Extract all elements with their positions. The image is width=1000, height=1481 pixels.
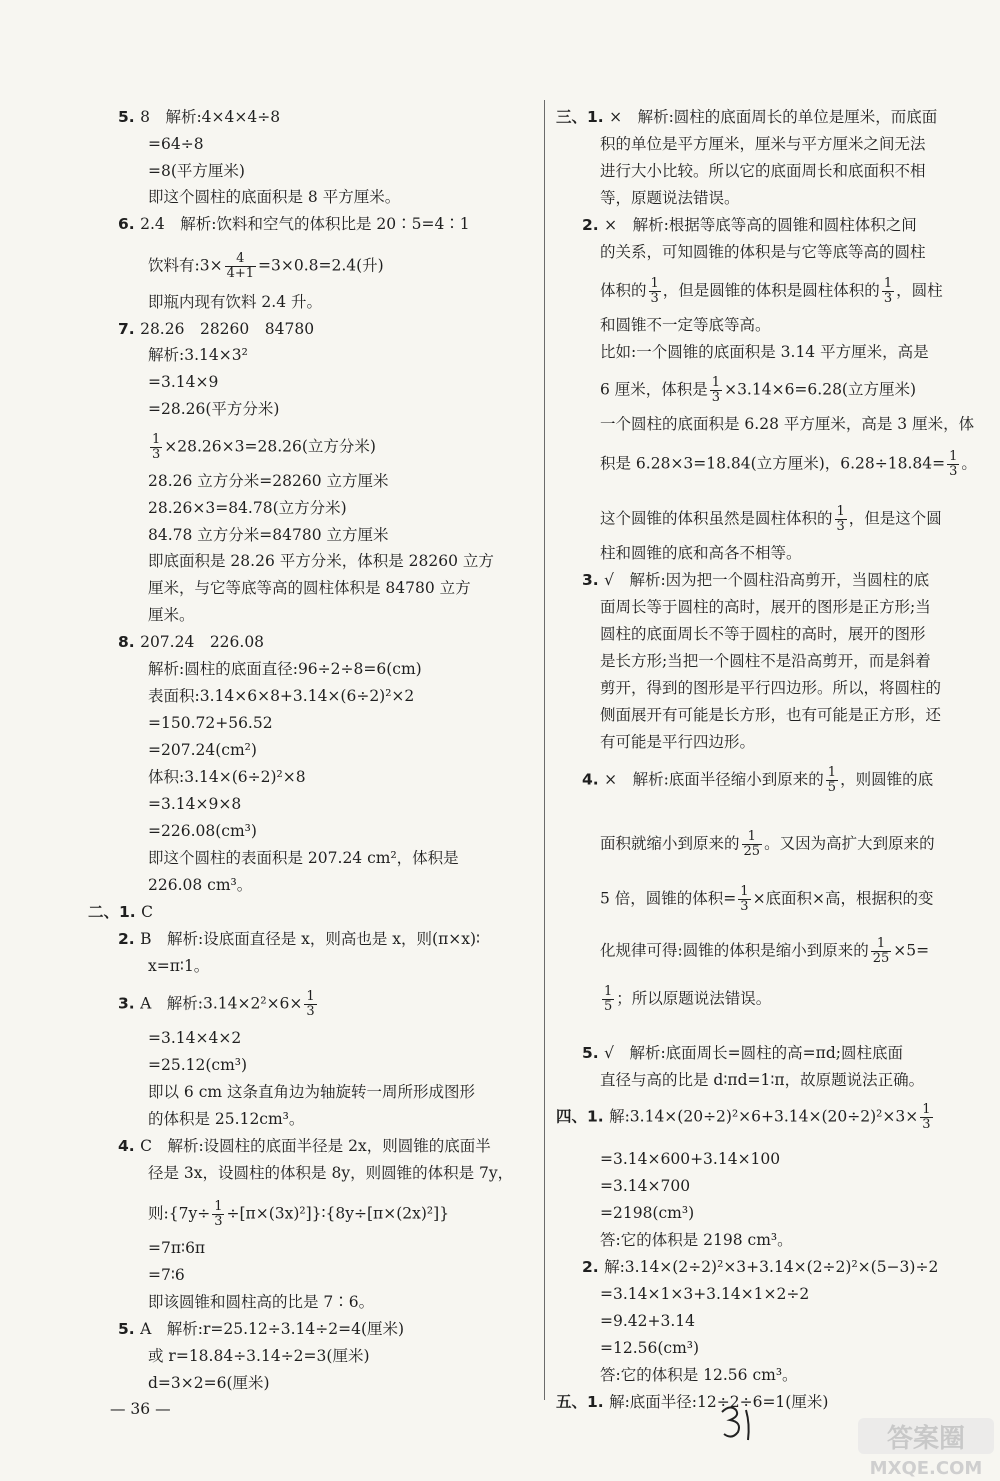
answer-line — [600, 413, 974, 435]
answer-text: =64÷8 — [148, 135, 204, 153]
answer-line — [148, 398, 279, 420]
answer-line — [148, 1054, 247, 1076]
answer-text: 226.08 cm³。 — [148, 876, 253, 894]
answer-line — [148, 371, 218, 393]
answer-text: =12.56(cm³) — [600, 1339, 700, 1357]
denominator: 5 — [827, 780, 837, 795]
denominator: 3 — [214, 1214, 223, 1229]
answer-line — [600, 542, 802, 564]
answer-line — [600, 1069, 924, 1091]
fraction — [150, 433, 162, 462]
numerator: 1 — [152, 432, 161, 447]
answer-line — [600, 623, 926, 645]
answer-line — [148, 658, 422, 680]
answer-line — [600, 1364, 798, 1386]
answer-text: 厘米。 — [148, 606, 195, 624]
answer-text: 解:3.14×(2÷2)²×3+3.14×(2÷2)²×(5−3)÷2 — [604, 1258, 939, 1276]
fraction — [225, 252, 256, 281]
answer-line — [148, 1372, 270, 1394]
question-number: 3. — [118, 994, 141, 1013]
answer-text: =3.14×9 — [148, 373, 219, 391]
answer-text: 84.78 立方分米=84780 立方厘米 — [148, 526, 389, 544]
answer-text: A 解析:3.14×2²×6× — [140, 994, 303, 1013]
answer-text: 即这个圆柱的表面积是 207.24 cm²，体积是 — [148, 849, 459, 867]
answer-text: 解:底面半径:12÷2÷6=1(厘米) — [609, 1393, 829, 1411]
denominator: 25 — [743, 844, 761, 859]
answer-line — [148, 470, 389, 492]
answer-line — [148, 793, 241, 815]
answer-text: B 解析:设底面直径是 x，则高也是 x，则(π×x)∶ — [140, 930, 481, 948]
answer-text: 柱和圆锥的底和高各不相等。 — [600, 544, 802, 562]
answer-line — [600, 1283, 809, 1305]
question-number: 5. — [118, 1320, 141, 1338]
answer-line — [148, 685, 414, 707]
answer-text: × 解析:底面半径缩小到原来的 — [604, 770, 824, 789]
answer-text: 和圆锥不一定等底等高。 — [600, 316, 771, 334]
answer-text: C 解析:设圆柱的底面半径是 2x，则圆锥的底面半 — [140, 1137, 491, 1155]
answer-text: =3.14×9×8 — [148, 795, 242, 813]
answer-text: 厘米，与它等底等高的圆柱体积是 84780 立方 — [148, 579, 471, 597]
answer-line — [148, 1162, 513, 1184]
answer-text: 解析:圆柱的底面直径:96÷2÷8=6(cm) — [148, 660, 422, 678]
denominator: 3 — [711, 390, 721, 405]
answer-text: 侧面展开有可能是长方形，也有可能是正方形，还 — [600, 706, 942, 724]
answer-text: √ 解析:底面周长=圆柱的高=πd;圆柱底面 — [604, 1044, 903, 1062]
answer-text: 进行大小比较。所以它的底面周长和底面积不相 — [600, 162, 926, 180]
answer-line — [148, 160, 245, 182]
numerator: 1 — [949, 449, 958, 464]
answer-text: 等，原题说法错误。 — [600, 189, 740, 207]
answer-text: 28.26×3=84.78(立方分米) — [148, 499, 347, 517]
answer-line — [600, 650, 931, 672]
answer-text: d=3×2=6(厘米) — [148, 1374, 270, 1392]
answer-line — [118, 213, 470, 235]
fraction — [738, 885, 750, 914]
answer-text: 表面积:3.14×6×8+3.14×(6÷2)²×2 — [148, 687, 415, 705]
answer-text: =3×0.8=2.4(升) — [258, 256, 384, 275]
answer-text: =3.14×4×2 — [148, 1029, 242, 1047]
answer-text: A 解析:r=25.12÷3.14÷2=4(厘米) — [140, 1320, 405, 1338]
numerator: 1 — [922, 1102, 931, 1117]
answer-text: 积是 6.28×3=18.84(立方厘米)，6.28÷18.84= — [600, 454, 946, 473]
fraction — [947, 450, 959, 479]
answer-text: 的体积是 25.12cm³。 — [148, 1110, 305, 1128]
answer-text: 比如:一个圆锥的底面积是 3.14 平方厘米，高是 — [600, 343, 929, 361]
numerator: 1 — [650, 276, 659, 291]
answer-line — [600, 596, 931, 618]
answer-text: 2.4 解析:饮料和空气的体积比是 20∶5=4∶1 — [140, 215, 470, 233]
fraction — [882, 277, 894, 306]
answer-text: =8(平方厘米) — [148, 162, 245, 180]
answer-text: ，但是这个圆 — [848, 509, 942, 528]
answer-line — [582, 214, 917, 236]
answer-line — [118, 928, 480, 950]
answer-line — [600, 985, 771, 1014]
answer-line — [148, 497, 347, 519]
denominator: 3 — [949, 464, 958, 479]
answer-line — [148, 847, 459, 869]
answer-line — [148, 1081, 475, 1103]
answer-text: =7π∶6π — [148, 1239, 206, 1257]
question-number: 2. — [582, 216, 605, 234]
numerator: 1 — [871, 937, 892, 952]
fraction — [602, 985, 614, 1014]
answer-line — [148, 344, 248, 366]
answer-text: ，圆柱 — [896, 281, 943, 300]
answer-line — [600, 830, 935, 859]
denominator: 5 — [604, 999, 613, 1014]
answer-line — [148, 186, 400, 208]
answer-line — [118, 106, 280, 128]
page-number: — 36 — — [110, 1400, 171, 1418]
answer-text: 答:它的体积是 2198 cm³。 — [600, 1231, 793, 1249]
answer-text: 6 厘米，体积是 — [600, 380, 708, 399]
answer-text: =7∶6 — [148, 1266, 185, 1284]
answer-text: =25.12(cm³) — [148, 1056, 248, 1074]
answer-line — [600, 885, 934, 914]
answer-line — [600, 341, 929, 363]
answer-text: ×3.14×6=6.28(立方厘米) — [724, 380, 917, 399]
answer-text: 化规律可得:圆锥的体积是缩小到原来的 — [600, 941, 869, 960]
answer-text: ，则圆锥的底 — [840, 770, 934, 789]
answer-line — [600, 133, 926, 155]
answer-text: ×28.26×3=28.26(立方分米) — [164, 437, 376, 456]
answer-text: 8 解析:4×4×4÷8 — [140, 108, 281, 126]
answer-text: =28.26(平方分米) — [148, 400, 280, 418]
answer-line — [556, 106, 937, 128]
answer-text: C — [141, 903, 153, 921]
fraction — [826, 766, 838, 795]
question-number: 5. — [118, 108, 141, 126]
answer-text: 或 r=18.84÷3.14÷2=3(厘米) — [148, 1347, 370, 1365]
answer-text: 即这个圆柱的底面积是 8 平方厘米。 — [148, 188, 401, 206]
watermark-logo-icon — [850, 1416, 1000, 1481]
answer-line — [148, 133, 204, 155]
answer-text: 即以 6 cm 这条直角边为轴旋转一周所形成图形 — [148, 1083, 476, 1101]
watermark-title: 答案圈 — [886, 1424, 966, 1454]
answer-text: 28.26 28260 84780 — [140, 320, 315, 338]
answer-text: × 解析:根据等底等高的圆锥和圆柱体积之间 — [604, 216, 917, 234]
answer-text: 207.24 226.08 — [140, 633, 265, 651]
answer-line — [556, 1103, 935, 1132]
answer-line — [148, 1237, 205, 1259]
answer-line — [582, 766, 933, 795]
answer-line — [148, 291, 322, 313]
answer-line — [118, 1135, 491, 1157]
denominator: 3 — [836, 519, 845, 534]
watermark-url: MXQE.COM — [869, 1458, 983, 1479]
denominator: 3 — [922, 1117, 931, 1132]
answer-text: =2198(cm³) — [600, 1204, 695, 1222]
question-number: 五、1. — [556, 1393, 610, 1411]
question-number: 4. — [118, 1137, 141, 1155]
question-number: 四、1. — [556, 1107, 610, 1126]
answer-line — [118, 990, 319, 1019]
answer-text: 直径与高的比是 d∶πd=1∶π，故原题说法正确。 — [600, 1071, 925, 1089]
fraction — [742, 830, 763, 859]
answer-text: 即瓶内现有饮料 2.4 升。 — [148, 293, 323, 311]
question-number: 2. — [118, 930, 141, 948]
question-number: 2. — [582, 1258, 605, 1276]
answer-text: 解:3.14×(20÷2)²×6+3.14×(20÷2)²×3× — [609, 1107, 919, 1126]
answer-line — [148, 955, 209, 977]
answer-line — [600, 731, 755, 753]
answer-text: ，但是圆锥的体积是圆柱体积的 — [662, 281, 880, 300]
answer-text: =3.14×600+3.14×100 — [600, 1150, 781, 1168]
answer-text: =3.14×1×3+3.14×1×2÷2 — [600, 1285, 810, 1303]
answer-line — [600, 677, 941, 699]
denominator: 25 — [872, 951, 890, 966]
answer-text: 饮料有:3× — [148, 256, 223, 275]
fraction — [212, 1200, 224, 1229]
answer-line — [118, 318, 314, 340]
fraction — [304, 990, 316, 1019]
answer-line — [600, 1148, 780, 1170]
numerator: 1 — [836, 504, 845, 519]
answer-line — [88, 901, 153, 923]
answer-line — [148, 739, 257, 761]
answer-line — [600, 187, 740, 209]
fraction — [710, 376, 722, 405]
handwritten-mark-icon — [716, 1400, 766, 1442]
question-number: 7. — [118, 320, 141, 338]
answer-text: ×底面积×高，根据积的变 — [752, 889, 934, 908]
answer-line — [600, 1175, 690, 1197]
fraction — [920, 1103, 932, 1132]
answer-line — [148, 874, 252, 896]
answer-text: 5 倍，圆锥的体积= — [600, 889, 737, 908]
answer-line — [148, 604, 195, 626]
answer-line — [582, 1042, 903, 1064]
answer-line — [148, 712, 273, 734]
answer-text: ；所以原题说法错误。 — [616, 989, 772, 1008]
fraction — [649, 277, 661, 306]
numerator: 4 — [225, 252, 256, 267]
numerator: 1 — [604, 984, 613, 999]
numerator: 1 — [883, 276, 893, 291]
answer-line — [600, 937, 929, 966]
answer-line — [148, 1200, 449, 1229]
answer-line — [600, 160, 926, 182]
question-number: 3. — [582, 571, 605, 589]
answer-line — [148, 1108, 304, 1130]
answer-text: =3.14×700 — [600, 1177, 691, 1195]
answer-text: 即该圆锥和圆柱高的比是 7∶6。 — [148, 1293, 375, 1311]
answer-line — [600, 1202, 694, 1224]
denominator: 3 — [306, 1004, 315, 1019]
answer-line — [600, 704, 941, 726]
answer-line — [148, 766, 306, 788]
answer-text: 解析:3.14×3² — [148, 346, 248, 364]
answer-line — [600, 1337, 699, 1359]
denominator: 4+1 — [226, 266, 255, 281]
denominator: 3 — [152, 447, 161, 462]
answer-line — [148, 1291, 374, 1313]
answer-text: 面周长等于圆柱的高时，展开的图形是正方形;当 — [600, 598, 931, 616]
answer-line — [118, 1318, 404, 1340]
answer-text: 面积就缩小到原来的 — [600, 834, 740, 853]
answer-line — [600, 376, 916, 405]
answer-text: 积的单位是平方厘米，厘米与平方厘米之间无法 — [600, 135, 926, 153]
answer-line — [600, 1229, 793, 1251]
question-number: 6. — [118, 215, 141, 233]
answer-line — [600, 450, 977, 479]
numerator: 1 — [827, 765, 837, 780]
numerator: 1 — [306, 989, 315, 1004]
question-number: 8. — [118, 633, 141, 651]
answer-text: 径是 3x，设圆柱的体积是 8y，则圆锥的体积是 7y， — [148, 1164, 514, 1182]
answer-line — [582, 1256, 938, 1278]
answer-text: =207.24(cm²) — [148, 741, 257, 759]
answer-line — [148, 820, 257, 842]
answer-text: x=π∶1。 — [148, 957, 210, 975]
denominator: 3 — [883, 291, 893, 306]
denominator: 3 — [650, 291, 659, 306]
answer-text: 答:它的体积是 12.56 cm³。 — [600, 1366, 798, 1384]
answer-line — [600, 1310, 695, 1332]
answer-line — [148, 550, 494, 572]
answer-line — [148, 252, 384, 281]
numerator: 1 — [711, 375, 721, 390]
question-number: 三、1. — [556, 108, 610, 126]
answer-text: 是长方形;当把一个圆柱不是沿高剪开，而是斜着 — [600, 652, 931, 670]
answer-line — [148, 1027, 241, 1049]
answer-text: ÷[π×(3x)²]}∶{8y÷[π×(2x)²]} — [226, 1204, 450, 1223]
answer-text: 则:{7y÷ — [148, 1204, 211, 1223]
question-number: 4. — [582, 770, 605, 789]
answer-line — [556, 1391, 828, 1413]
answer-line — [600, 277, 943, 306]
answer-text: 体积的 — [600, 281, 647, 300]
answer-text: 体积:3.14×(6÷2)²×8 — [148, 768, 306, 786]
answer-text: 28.26 立方分米=28260 立方厘米 — [148, 472, 389, 490]
answer-line — [148, 1264, 185, 1286]
answer-text: 。 — [961, 454, 977, 473]
fraction — [835, 505, 847, 534]
answer-text: 。又因为高扩大到原来的 — [764, 834, 935, 853]
answer-text: 即底面积是 28.26 平方分米，体积是 28260 立方 — [148, 552, 494, 570]
numerator: 1 — [740, 884, 749, 899]
answer-line — [118, 631, 264, 653]
answer-line — [148, 1345, 370, 1367]
answer-line — [600, 241, 926, 263]
question-number: 二、1. — [88, 903, 142, 921]
answer-text: × 解析:圆柱的底面周长的单位是厘米，而底面 — [609, 108, 938, 126]
answer-text: √ 解析:因为把一个圆柱沿高剪开，当圆柱的底 — [604, 571, 930, 589]
answer-line — [600, 505, 942, 534]
answer-line — [148, 577, 471, 599]
answer-line — [148, 433, 376, 462]
answer-text: ×5= — [893, 941, 930, 960]
fraction — [871, 937, 892, 966]
answer-text: 一个圆柱的底面积是 6.28 平方厘米，高是 3 厘米，体 — [600, 415, 975, 433]
answer-text: =9.42+3.14 — [600, 1312, 695, 1330]
answer-text: 圆柱的底面周长不等于圆柱的高时，展开的图形 — [600, 625, 926, 643]
denominator: 3 — [740, 899, 749, 914]
answer-text: 有可能是平行四边形。 — [600, 733, 756, 751]
answer-line — [148, 524, 389, 546]
answer-line — [582, 569, 929, 591]
numerator: 1 — [214, 1199, 223, 1214]
answer-text: =150.72+56.52 — [148, 714, 273, 732]
answer-text: 这个圆锥的体积虽然是圆柱体积的 — [600, 509, 833, 528]
numerator: 1 — [742, 830, 763, 845]
answer-text: =226.08(cm³) — [148, 822, 257, 840]
answer-text: 剪开，得到的图形是平行四边形。所以，将圆柱的 — [600, 679, 942, 697]
answer-line — [600, 314, 771, 336]
question-number: 5. — [582, 1044, 605, 1062]
column-divider — [544, 100, 545, 1400]
answer-text: 的关系，可知圆锥的体积是与它等底等高的圆柱 — [600, 243, 926, 261]
